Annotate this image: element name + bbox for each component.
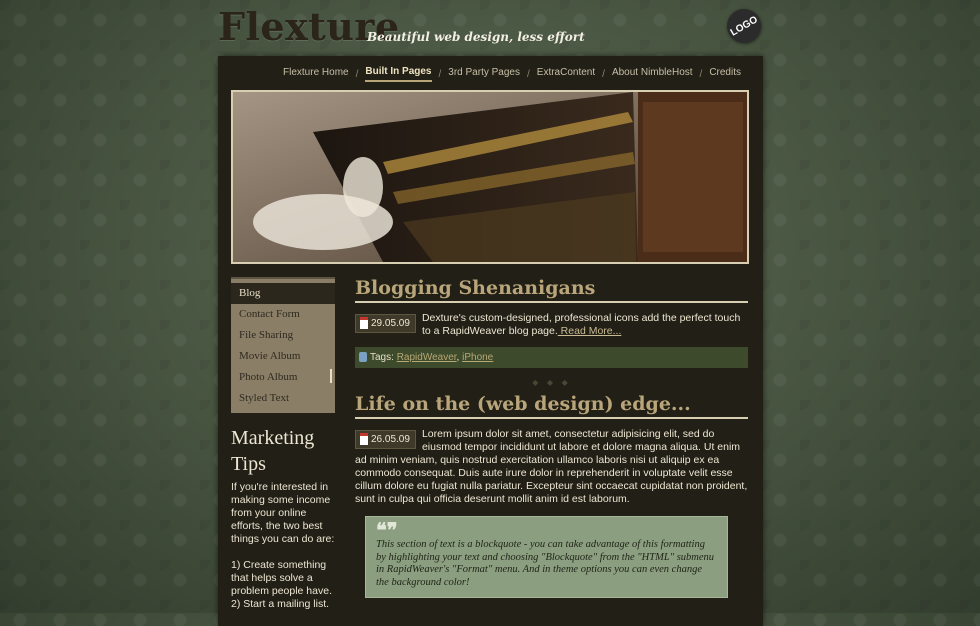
post-text: Lorem ipsum dolor sit amet, consectetur adipisicing elit, sed do eiusmod tempor incididunt ut labore et dolore magna aliqua. Ut enim ad minim veniam, quis nostrud exercitation ullamco laboris nisi ut aliquip ex ea commodo consequat. Duis aute irure dolor in reprehenderit in voluptate velit esse cillum dolore eu fugiat nulla pariatur. Excepteur sint occaecat cupidatat non proident, sunt in culpa qui officia deserunt mollit anim id est laborum. [355, 428, 748, 505]
marketing-tip-2: 2) Start a mailing list. [231, 598, 330, 610]
banner-artwork [233, 92, 747, 262]
post-tags: Tags: RapidWeaver, iPhone [355, 347, 748, 368]
nav-item-flexture-home[interactable]: Flexture Home [283, 67, 349, 78]
post-body [355, 428, 748, 506]
tags-label: Tags: [370, 352, 394, 363]
nav-item-3rd-party-pages[interactable]: 3rd Party Pages [448, 67, 520, 78]
nav-item-credits[interactable]: Credits [709, 67, 741, 78]
sidebar-item-movie-album[interactable]: Movie Album [239, 350, 301, 362]
sidebar-scroll-indicator[interactable] [330, 369, 332, 383]
sidebar-item-blog[interactable]: Blog [231, 283, 335, 304]
post-body [355, 312, 748, 338]
tag-icon [359, 352, 367, 362]
header-banner-image [231, 90, 749, 264]
post-title[interactable]: Blogging Shenanigans [355, 277, 748, 303]
calendar-icon [360, 317, 368, 329]
post-date-text: 26.05.09 [371, 434, 410, 445]
post-title[interactable]: Life on the (web design) edge... [355, 393, 748, 419]
site-title[interactable]: Flexture [218, 4, 400, 49]
nav-item-about-nimblehost[interactable]: About NimbleHost [611, 67, 693, 78]
post-divider: ◆ ◆ ◆ [532, 378, 571, 387]
calendar-icon [360, 433, 368, 445]
marketing-tips-intro: If you're interested in making some income from your online efforts, the two best things you can do are: [231, 481, 335, 545]
nav-separator: / [355, 68, 359, 80]
marketing-tips [231, 425, 341, 611]
nav-separator: / [699, 68, 703, 80]
blog-post [355, 393, 748, 598]
post-date [355, 314, 416, 333]
nav-item-extracontent[interactable]: ExtraContent [536, 67, 596, 78]
sidebar-menu [231, 277, 335, 413]
blockquote-text: This section of text is a blockquote - you can take advantage of this formatting by highlighting your text and choosing "Blockquote" from the "HTML" submenu in RapidWeaver's "Format" menu. And in theme options you can even change the background color! [376, 539, 715, 588]
read-more-link[interactable]: Read More... [557, 325, 622, 337]
logo-badge[interactable] [721, 3, 767, 49]
blog-post [355, 277, 748, 368]
nav-separator: / [602, 68, 605, 80]
sidebar-item-photo-album[interactable]: Photo Album [239, 371, 298, 383]
marketing-tip-1: 1) Create something that helps solve a problem people have. [231, 559, 332, 597]
post-date-text: 29.05.09 [371, 318, 410, 329]
post-date [355, 430, 416, 449]
sidebar-item-contact-form[interactable]: Contact Form [239, 308, 300, 320]
nav-separator: / [527, 68, 530, 80]
logo-text: LOGO [728, 13, 760, 39]
nav-item-built-in-pages[interactable]: Built In Pages [365, 66, 431, 82]
quote-icon: ❝❞ [376, 518, 398, 542]
content-panel [218, 56, 763, 626]
post-excerpt: Dexture's custom-designed, professional icons add the perfect touch to a RapidWeaver blog page. [421, 312, 741, 337]
marketing-tips-title: Marketing Tips [231, 427, 315, 475]
blockquote [365, 516, 728, 598]
sidebar-item-file-sharing[interactable]: File Sharing [239, 329, 294, 341]
main-content [355, 277, 748, 598]
tag-link-rapidweaver[interactable]: RapidWeaver [396, 352, 457, 363]
tag-link-iphone[interactable]: iPhone [462, 352, 494, 363]
sidebar-item-styled-text[interactable]: Styled Text [239, 392, 290, 404]
site-tagline: Beautiful web design, less effort [367, 30, 585, 44]
main-nav [283, 66, 741, 82]
nav-separator: / [438, 68, 442, 80]
